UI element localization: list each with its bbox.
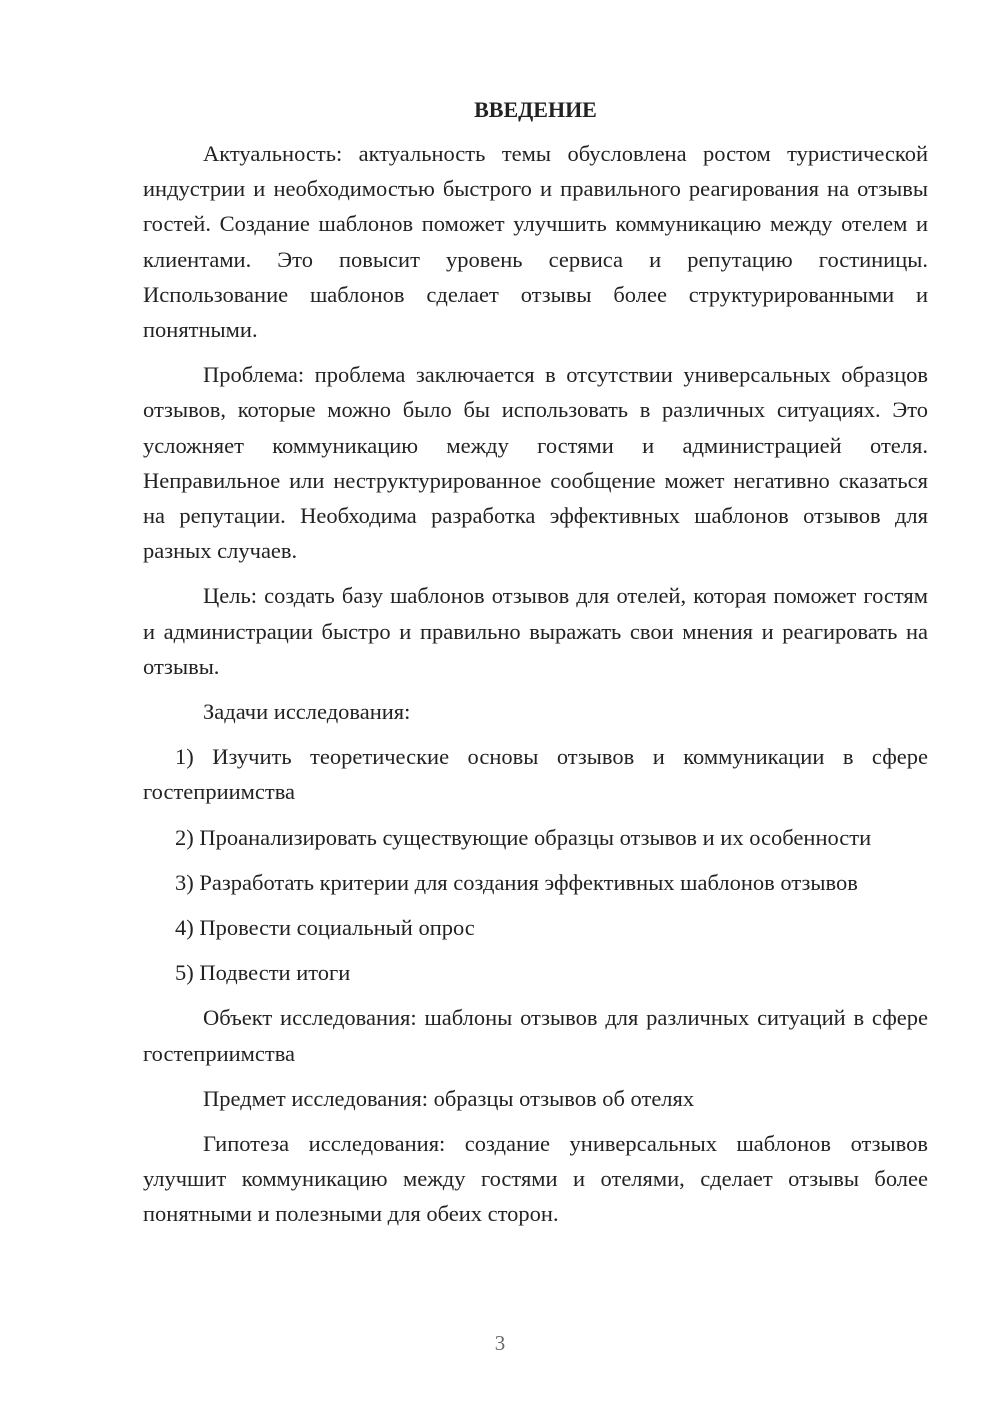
object-paragraph: Объект исследования: шаблоны отзывов для различных ситуаций в сфере гостеприимства <box>143 1005 928 1066</box>
task-item-3: 3) Разработать критерии для создания эффективных шаблонов отзывов <box>175 869 858 895</box>
page-number: 3 <box>494 1331 506 1355</box>
subject-paragraph: Предмет исследования: образцы отзывов об отелях <box>203 1085 695 1111</box>
task-item-5: 5) Подвести итоги <box>175 960 351 986</box>
document-page <box>143 92 928 1242</box>
page-title: ВВЕДЕНИЕ <box>474 97 597 122</box>
hypothesis-paragraph: Гипотеза исследования: создание универсальных шаблонов отзывов улучшит коммуникацию между гостями и отелями, сделает отзывы более понятными и полезными для обеих сторон. <box>143 1131 928 1227</box>
problem-paragraph: Проблема: проблема заключается в отсутствии универсальных образцов отзывов, которые можно было бы использовать в различных ситуациях. Это усложняет коммуникацию между гостями и администрацией отеля. Неправильное или неструктурированное сообщение может негативно сказаться на репутации. Необходима разработка эффективных шаблонов отзывов для разных случаев. <box>143 362 928 564</box>
relevance-paragraph: Актуальность: актуальность темы обусловлена ростом туристической индустрии и необходимостью быстрого и правильного реагирования на отзывы гостей. Создание шаблонов поможет улучшить коммуникацию между отелем и клиентами. Это повысит уровень сервиса и репутацию гостиницы. Использование шаблонов сделает отзывы более структурированными и понятными. <box>143 141 928 343</box>
task-item-2: 2) Проанализировать существующие образцы отзывов и их особенности <box>175 824 872 850</box>
tasks-heading: Задачи исследования: <box>203 699 411 725</box>
task-item-4: 4) Провести социальный опрос <box>175 915 475 941</box>
goal-paragraph: Цель: создать базу шаблонов отзывов для отелей, которая поможет гостям и администрации быстро и правильно выражать свои мнения и реагировать на отзывы. <box>143 583 928 679</box>
task-item-1: 1) Изучить теоретические основы отзывов и коммуникации в сфере гостеприимства <box>143 744 928 805</box>
